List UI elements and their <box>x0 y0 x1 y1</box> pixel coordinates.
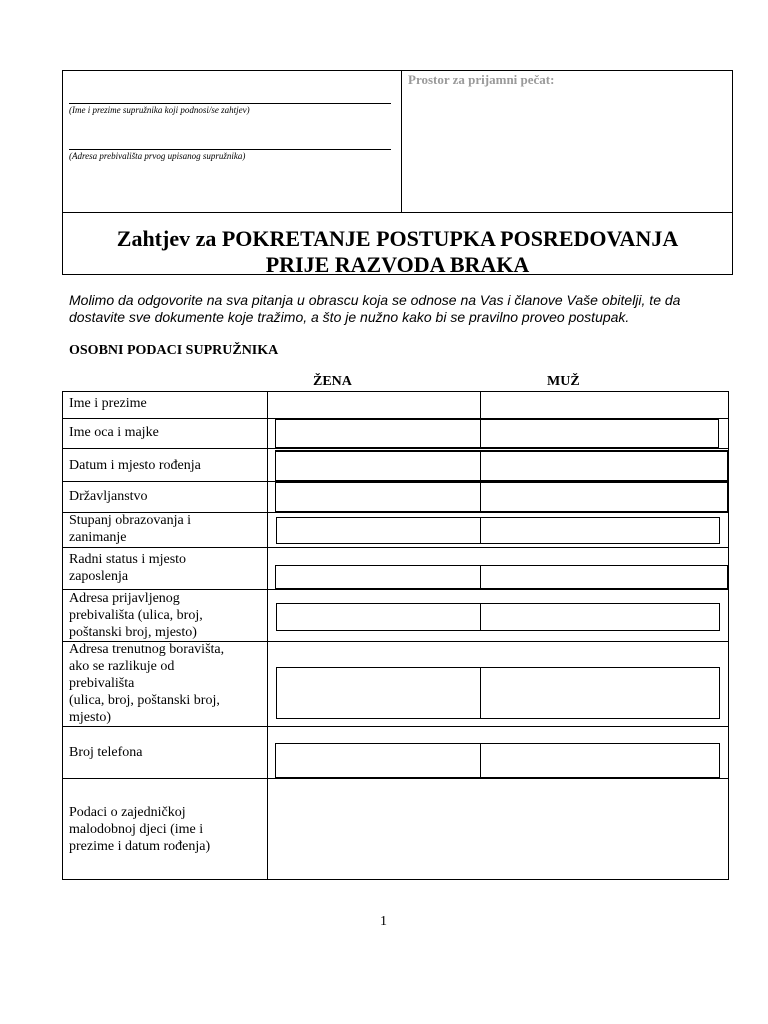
row-divider <box>62 448 729 449</box>
intro-line-2: dostavite sve dokumente koje tražimo, a što je nužno kako bi se pravilno proveo postupak. <box>69 309 630 325</box>
row-label-current-residence: Adresa trenutnog boravišta, ako se razlikuje od prebivališta (ulica, broj, poštanski broj, mjesto) <box>69 642 225 725</box>
citizenship-husband-field[interactable] <box>480 482 728 512</box>
form-title <box>62 226 733 278</box>
applicant-address-caption: (Adresa prebivališta prvog upisanog supružnika) <box>69 151 246 161</box>
phone-wife-field[interactable] <box>275 743 481 778</box>
section-title: OSOBNI PODACI SUPRUŽNIKA <box>69 343 279 358</box>
current-residence-wife-field[interactable] <box>276 667 481 719</box>
column-header-wife: ŽENA <box>313 374 352 389</box>
full-name-husband-field[interactable] <box>481 392 728 418</box>
children-data-field[interactable] <box>268 779 728 879</box>
row-label-registered-address: Adresa prijavljenog prebivališta (ulica, broj, poštanski broj, mjesto) <box>69 591 203 640</box>
citizenship-wife-field[interactable] <box>275 482 481 512</box>
row-label-birth-date-place: Datum i mjesto rođenja <box>69 458 201 473</box>
birth-wife-field[interactable] <box>275 450 481 481</box>
row-label-employment: Radni status i mjesto zaposlenja <box>69 552 187 584</box>
stamp-label: Prostor za prijamni pečat: <box>408 72 555 87</box>
intro-line-1: Molimo da odgovorite na sva pitanja u obrascu koja se odnose na Vas i članove Vaše obitelji, te da <box>69 292 681 308</box>
row-divider <box>62 726 729 727</box>
birth-husband-field[interactable] <box>480 450 728 481</box>
column-header-husband: MUŽ <box>547 374 580 389</box>
row-label-citizenship: Državljanstvo <box>69 489 148 504</box>
applicant-name-line[interactable] <box>69 103 391 104</box>
applicant-name-caption: (Ime i prezime supružnika koji podnosi/se zahtjev) <box>69 105 250 115</box>
form-title-prefix: Zahtjev za <box>116 226 222 251</box>
registered-address-husband-field[interactable] <box>480 603 720 631</box>
row-label-parents-names: Ime oca i majke <box>69 425 159 440</box>
parents-wife-field[interactable] <box>275 419 481 448</box>
employment-wife-field[interactable] <box>275 565 481 589</box>
registered-address-wife-field[interactable] <box>276 603 481 631</box>
education-wife-field[interactable] <box>276 517 481 544</box>
parents-husband-field[interactable] <box>480 419 719 448</box>
current-residence-husband-field[interactable] <box>480 667 720 719</box>
header-vertical-divider <box>401 70 402 213</box>
row-divider <box>62 547 729 548</box>
form-title-line2: PRIJE RAZVODA BRAKA <box>265 252 530 277</box>
phone-husband-field[interactable] <box>480 743 720 778</box>
row-label-education-occupation: Stupanj obrazovanja i zanimanje <box>69 513 192 545</box>
row-label-full-name: Ime i prezime <box>69 396 147 411</box>
row-label-phone: Broj telefona <box>69 745 143 760</box>
form-title-main: POKRETANJE POSTUPKA POSREDOVANJA <box>221 226 679 251</box>
intro-text <box>69 292 729 326</box>
header-horizontal-divider <box>62 212 733 213</box>
full-name-wife-field[interactable] <box>268 392 480 418</box>
employment-husband-field[interactable] <box>480 565 728 589</box>
education-husband-field[interactable] <box>480 517 720 544</box>
applicant-address-line[interactable] <box>69 149 391 150</box>
page-number: 1 <box>380 914 387 929</box>
row-label-children: Podaci o zajedničkoj malodobnoj djeci (ime i prezime i datum rođenja) <box>69 805 211 854</box>
